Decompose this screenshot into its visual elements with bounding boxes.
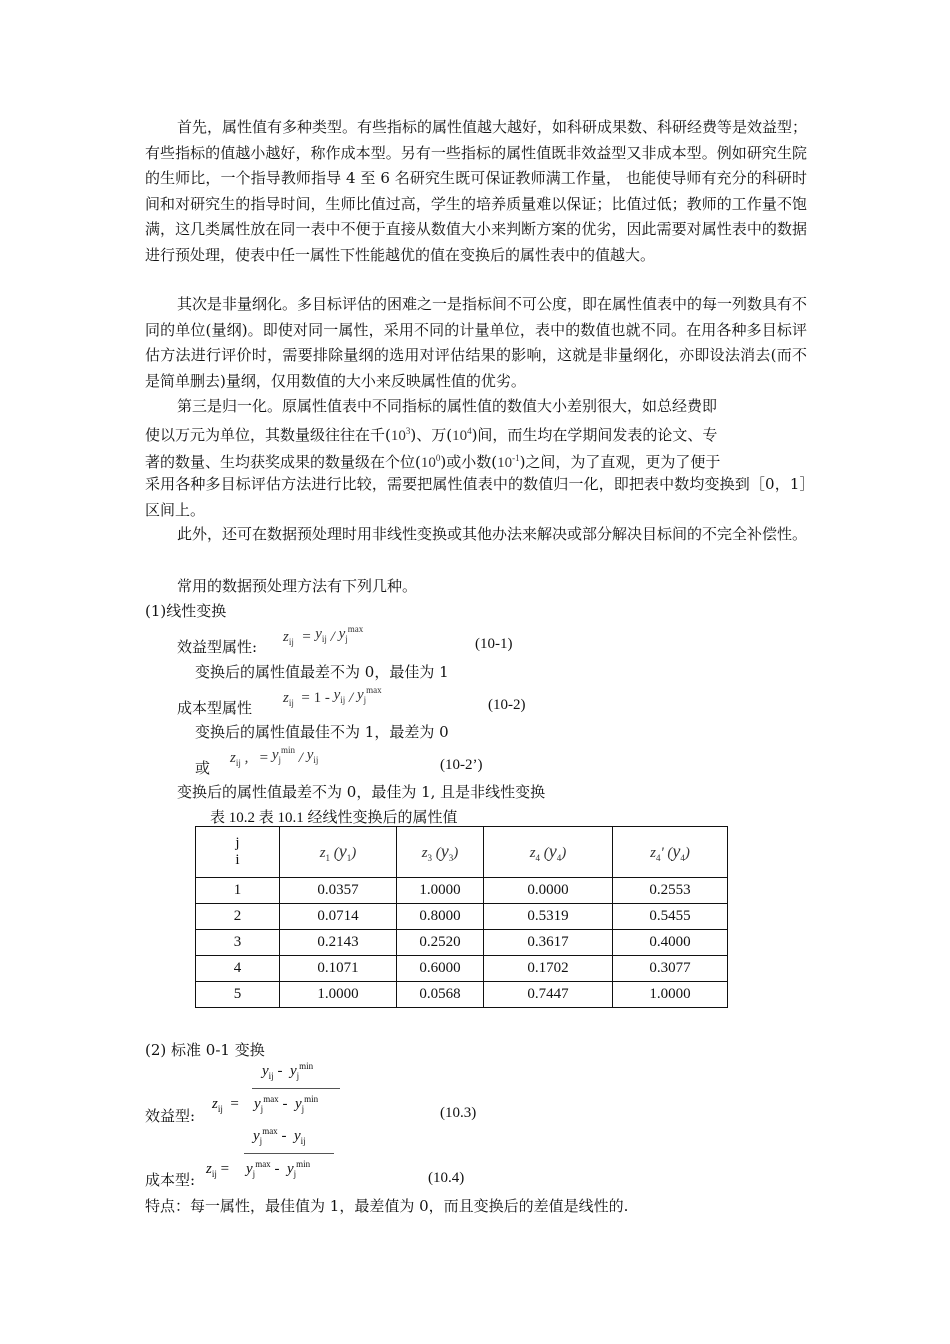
header-col-4: $z_4'$ $(y_4)$ — [613, 827, 728, 878]
paragraph-methods-intro: 常用的数据预处理方法有下列几种。 — [177, 577, 418, 595]
paragraph-nonlinear: 此外，还可在数据预处理时用非线性变换或其他办法来解决或部分解决目标间的不完全补偿性。 — [177, 525, 808, 543]
header-col-3: $z_4$ $(y_4)$ — [484, 827, 613, 878]
eq-10-2: (10-2) — [488, 697, 526, 713]
formula-10-3-lhs: $z_{ij}$ = — [212, 1096, 239, 1114]
header-j-i: j i — [196, 827, 280, 878]
table-row: 5 1.0000 0.0568 0.7447 1.0000 — [196, 982, 728, 1008]
table-row: 1 0.0357 1.0000 0.0000 0.2553 — [196, 878, 728, 904]
section-linear-title: (1)线性变换 — [145, 602, 227, 620]
section-standard-title: (2) 标准 0-1 变换 — [145, 1041, 265, 1059]
or-note: 变换后的属性值最差不为 0，最佳为 1, 且是非线性变换 — [177, 783, 546, 801]
power-ten-three: $10^3$ — [390, 426, 411, 444]
cost-type-label: 成本型: — [145, 1171, 196, 1189]
paragraph-normalization-line1: 第三是归一化。原属性值表中不同指标的属性值的数值大小差别很大，如总经费即 — [177, 397, 718, 415]
formula-10-4-lhs: $z_{ij}$ = — [206, 1161, 230, 1179]
formula-10-2: $z_{ij} = 1 - y_{ij} / y_j^{max}$ — [283, 685, 382, 708]
attribute-table — [195, 826, 728, 1008]
power-ten-zero: $10^0$ — [420, 453, 441, 471]
paragraph-normalization-line3: 著的数量、生均获奖成果的数量级在个位$(10^0)$或小数$(10^{-1})$之间，为了直观，更为了便于 — [145, 453, 721, 471]
eq-10-3: (10.3) — [440, 1105, 477, 1121]
paragraph-attribute-types: 首先，属性值有多种类型。有些指标的属性值越大越好，如科研成果数、科研经费等是效益型；有些指标的值越小越好，称作成本型。另有一些指标的属性值既非效益型又非成本型。例如研究生院的生师比，一个指导教师指导 4 至 6 名研究生既可保证教师满工作量， 也能使导师有充分的科研时间和对研究生的指导时间，生师比值过高，学生的培养质量难以保证；比值过低；教师的工作量不饱满，这几类属性放在同一表中不便于直接从数值大小来判断方案的优劣，因此需要对属性表中的数据进行预处理，使表中任一属性下性能越优的值在变换后的属性表中的值越大。 — [145, 118, 808, 264]
formula-10-3-numerator: $y_{ij} - y_j^{min}$ — [262, 1061, 314, 1081]
eq-10-1: (10-1) — [475, 636, 513, 652]
formula-10-4-denominator: $y_j^{max} - y_j^{min}$ — [246, 1159, 311, 1179]
or-label: 或 — [195, 759, 211, 777]
feature-note: 特点：每一属性，最佳值为 1，最差值为 0，而且变换后的差值是线性的. — [145, 1197, 629, 1215]
benefit-label: 效益型属性: — [177, 638, 258, 656]
eq-10-4: (10.4) — [428, 1170, 465, 1186]
formula-10-3-bar — [252, 1088, 340, 1089]
formula-10-3-denominator: $y_j^{max} - y_j^{min}$ — [254, 1094, 319, 1114]
paragraph-normalization-rest: 采用各种多目标评估方法进行比较，需要把属性值表中的数值归一化，即把表中数均变换到［0，1］区间上。 — [145, 475, 807, 519]
power-ten-four: $10^4$ — [452, 426, 472, 444]
paragraph-non-dimensionalization: 其次是非量纲化。多目标评估的困难之一是指标间不可公度，即在属性值表中的每一列数具有不同的单位(量纲)。即使对同一属性，采用不同的计量单位，表中的数值也就不同。在用各种多目标评估方法进行评价时，需要排除量纲的选用对评估结果的影响，这就是非量纲化，亦即设法消去(而不是简单删去)量纲，仅用数值的大小来反映属性值的优劣。 — [145, 295, 808, 390]
paragraph-normalization-line2: 使以万元为单位，其数量级往往在千$(10^3)$、万$(10^4)$间，而生均在学期间发表的论文、专 — [145, 426, 718, 444]
benefit-note: 变换后的属性值最差不为 0，最佳为 1 — [195, 663, 449, 681]
table-header-row — [196, 827, 728, 878]
formula-10-4-numerator: $y_j^{max} - y_{ij}$ — [253, 1126, 306, 1146]
table-row: 4 0.1071 0.6000 0.1702 0.3077 — [196, 956, 728, 982]
eq-10-2-prime: (10-2’) — [440, 757, 483, 773]
cost-note: 变换后的属性值最佳不为 1，最差为 0 — [195, 723, 449, 741]
header-col-1: $z_1$ $(y_1)$ — [280, 827, 397, 878]
table-row: 2 0.0714 0.8000 0.5319 0.5455 — [196, 904, 728, 930]
header-col-2: $z_3$ $(y_3)$ — [397, 827, 484, 878]
benefit-type-label: 效益型: — [145, 1107, 196, 1125]
formula-10-4-bar — [244, 1153, 334, 1154]
formula-10-1: $z_{ij} = y_{ij} / y_j^{max}$ — [283, 624, 364, 647]
power-ten-minus-one: $10^{-1}$ — [497, 453, 520, 471]
cost-label: 成本型属性 — [177, 699, 253, 717]
table-row: 3 0.2143 0.2520 0.3617 0.4000 — [196, 930, 728, 956]
formula-10-2-prime: $z_{ij}$ , = $y_j^{min} / y_{ij}$ — [230, 745, 319, 768]
table-caption: 表 10.2 表 10.1 经线性变换后的属性值 — [210, 810, 458, 826]
